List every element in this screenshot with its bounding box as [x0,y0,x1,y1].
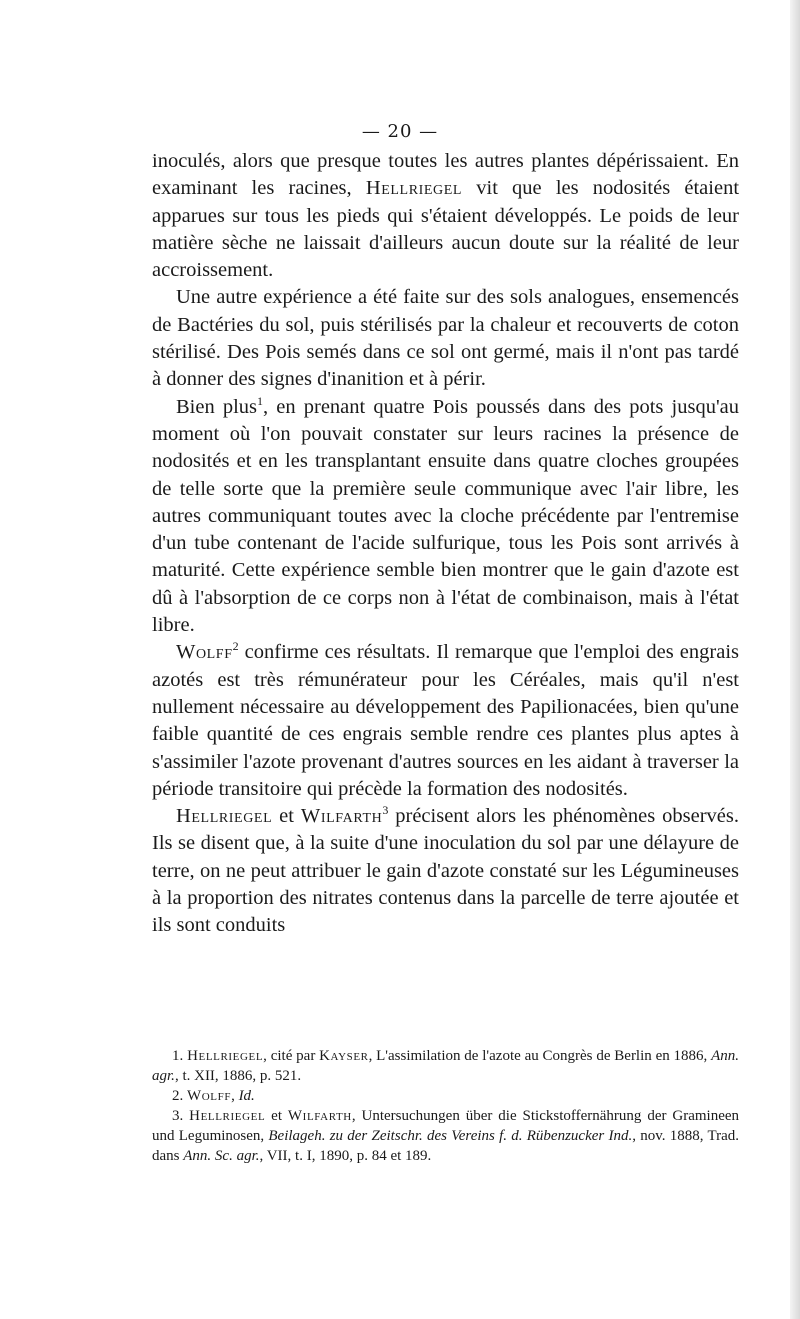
text-run: précisent alors les phénomènes observés. Ils se disent que, à la suite d'une inoculation du sol par une délayure de terre, on ne peut attribuer le gain d'azote constaté sur les Légumineuses à la proportion des nitrates contenus dans la parcelle de terre ajoutée et ils sont conduits [152,805,739,937]
paragraph-5 [152,803,739,939]
author-name: Wilfarth [300,805,383,828]
footnotes [152,1046,739,1166]
text-run: vit que les nodosités étaient apparues sur tous les pieds qui s'étaient développés. Le poids de leur matière sèche ne laissait d'ailleurs aucun doute sur la réalité de leur accroissement. [152,177,740,282]
text-run: confirme ces résultats. Il remarque que l'emploi des engrais azotés est très rémunérateur pour les Céréales, mais qu'il n'est nullement nécessaire au développement des Papilionacées, bien qu'une faible quantité de ces engrais semble rendre ces plantes plus aptes à s'assimiler l'azote provenant d'autres sources en les aidant à traverser la période transitoire qui précède la formation des nodosités. [152,641,739,800]
author-name: Wolff [187,1088,232,1104]
ibid-reference: Id. [238,1088,255,1104]
text-run: , [231,1088,239,1104]
paragraph-3 [152,394,739,640]
footnote-ref: 1 [257,393,264,408]
text-run: , VII, t. I, 1890, p. 84 et 189. [259,1148,432,1164]
author-name: Wolff [176,641,233,664]
text-run: Bien plus [176,395,258,418]
journal-title: Beilageh. zu der Zeitschr. des Vereins f. d. Rübenzucker Ind. [268,1128,633,1144]
footnote-number: 3. [172,1108,184,1124]
footnote-ref: 3 [382,803,389,818]
text-run: , cité par [263,1048,320,1064]
text-run: , nov. 1888, Trad. dans [152,1128,739,1164]
text-run: Une autre expérience a été faite sur des sols analogues, ensemencés de Bactéries du sol, puis stérilisés par la chaleur et recouverts de coton stérilisé. Des Pois semés dans ce sol ont germé, mais il n'ont pas tardé à donner des signes d'inanition et à périr. [152,286,739,391]
text-run: et [265,1108,288,1124]
text-run: inoculés, alors que presque toutes les autres plantes dépérissaient. En examinant les racines, [152,150,739,200]
author-name: Wilfarth [287,1108,352,1124]
footnote-2 [152,1086,739,1106]
footnote-ref: 2 [232,639,239,654]
text-run: , Untersuchungen über die Stickstoffernährung der Gramineen und Leguminosen, [152,1108,740,1144]
page-edge-shadow [790,0,800,1319]
author-name: Hellriegel [176,805,273,828]
text-run: et [272,805,301,828]
author-name: Kayser [319,1048,369,1064]
author-name: Hellriegel [189,1108,266,1124]
page-number: — 20 — [361,121,439,142]
text-run: , L'assimilation de l'azote au Congrès de Berlin en 1886, [368,1048,712,1064]
author-name: Hellriegel [187,1048,264,1064]
journal-title: Ann. Sc. agr. [183,1148,260,1164]
body-text [152,148,739,940]
journal-title: Ann. agr. [152,1048,739,1084]
footnote-1 [152,1046,739,1086]
footnote-number: 1. [172,1048,184,1064]
paragraph-4 [152,639,739,803]
text-run: , t. XII, 1886, p. 521. [174,1068,302,1084]
author-name: Hellriegel [365,177,463,200]
footnote-3 [152,1106,739,1166]
paragraph-1 [152,148,739,284]
paragraph-2 [152,284,739,393]
footnote-number: 2. [172,1088,184,1104]
text-run: , en prenant quatre Pois poussés dans des pots jusqu'au moment où l'on pouvait constater sur leurs racines la présence de nodosités et en les transplantant ensuite dans quatre cloches groupées de telle sorte que la première seule communique avec l'air libre, les autres communiquant toutes avec la cloche précédente par l'entremise d'un tube contenant de l'acide sulfurique, tous les Pois sont arrivés à maturité. Cette expérience semble bien montrer que le gain d'azote est dû à l'absorption de ce corps non à l'état de combinaison, mais à l'état libre. [152,395,739,637]
